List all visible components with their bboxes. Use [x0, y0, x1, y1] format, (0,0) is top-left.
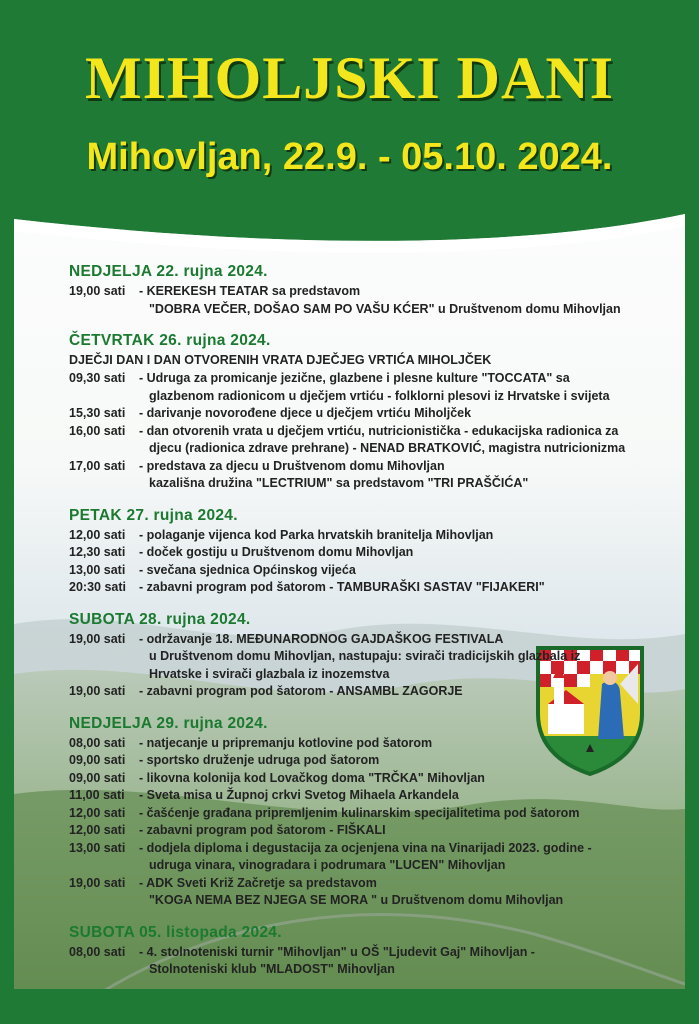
event-line: - sportsko druženje udruga pod šatorom: [139, 753, 380, 767]
event-time: 19,00 sati: [69, 284, 126, 298]
day-section: [69, 715, 649, 910]
event-line: Hrvatske i svirači glazbala iz inozemstva: [149, 666, 390, 681]
program-schedule: [69, 249, 649, 979]
event-description: [139, 805, 649, 823]
event-description: [139, 944, 649, 979]
event-description: [139, 770, 649, 788]
event-time: 09,00 sati: [69, 753, 126, 767]
event-description: [139, 370, 649, 405]
event-time: 08,00 sati: [69, 735, 126, 750]
event-row: [69, 770, 649, 788]
event-description: [139, 458, 649, 493]
event-line: udruga vinara, vinogradara i podrumara "LUCEN" Mihovljan: [149, 858, 506, 872]
event-time: 08,00 sati: [69, 944, 126, 959]
event-description: [139, 840, 649, 875]
event-row: [69, 458, 649, 493]
event-line: - 4. stolnoteniski turnir "Mihovljan" u OŠ "Ljudevit Gaj" Mihovljan -: [139, 944, 535, 959]
event-description: [139, 631, 649, 684]
poster-subtitle: Mihovljan, 22.9. - 05.10. 2024.: [86, 136, 613, 178]
event-line: djecu (radionica zdrave prehrane) - NENAD BRATKOVIĆ, magistra nutricionizma: [149, 441, 626, 455]
event-row: [69, 544, 649, 562]
day-heading: ČETVRTAK 26. rujna 2024.: [69, 332, 271, 349]
event-description: [139, 283, 649, 318]
event-description: [139, 683, 649, 701]
poster-header: [14, 14, 685, 249]
event-time: 12,00 sati: [69, 527, 126, 542]
event-description: [139, 822, 649, 840]
event-row: [69, 944, 649, 979]
event-row: [69, 562, 649, 580]
event-time: 09,00 sati: [69, 770, 126, 785]
event-line: - zabavni program pod šatorom - TAMBURAŠKI SASTAV "FIJAKERI": [139, 580, 545, 594]
day-note: DJEČJI DAN I DAN OTVORENIH VRATA DJEČJEG VRTIĆA MIHOLJČEK: [69, 353, 492, 367]
event-line: - KEREKESH TEATAR sa predstavom: [139, 284, 361, 298]
event-time: 13,00 sati: [69, 562, 126, 577]
event-line: - čašćenje građana pripremljenim kulinarskim specijalitetima pod šatorom: [139, 805, 580, 820]
event-row: [69, 735, 649, 753]
event-row: [69, 787, 649, 805]
event-description: [139, 875, 649, 910]
day-section: [69, 263, 649, 318]
day-heading: SUBOTA 05. listopada 2024.: [69, 923, 282, 941]
event-line: - održavanje 18. MEĐUNARODNOG GAJDAŠKOG FESTIVALA: [139, 631, 504, 646]
event-line: - likovna kolonija kod Lovačkog doma "TRČKA" Mihovljan: [139, 770, 485, 785]
event-line: - predstava za djecu u Društvenom domu Mihovljan: [139, 458, 445, 473]
event-time: 09,30 sati: [69, 371, 126, 385]
event-time: 17,00 sati: [69, 458, 126, 473]
day-section: [69, 332, 649, 493]
event-line: - zabavni program pod šatorom - FIŠKALI: [139, 823, 386, 837]
event-line: - doček gostiju u Društvenom domu Mihovljan: [139, 545, 414, 559]
event-line: - ADK Sveti Križ Začretje sa predstavom: [139, 875, 377, 890]
event-line: - Sveta misa u Župnoj crkvi Svetog Mihaela Arkandela: [139, 788, 459, 802]
event-row: [69, 423, 649, 458]
event-line: - svečana sjednica Općinskog vijeća: [139, 562, 356, 577]
event-row: [69, 875, 649, 910]
event-time: 15,30 sati: [69, 406, 126, 420]
event-line: u Društvenom domu Mihovljan, nastupaju: svirači tradicijskih glazbala iz: [149, 649, 581, 663]
event-description: [139, 544, 649, 562]
event-time: 11,00 sati: [69, 788, 125, 802]
event-row: [69, 840, 649, 875]
day-section: [69, 611, 649, 701]
event-time: 12,30 sati: [69, 545, 126, 559]
poster-frame: [14, 14, 685, 1010]
event-time: 13,00 sati: [69, 840, 126, 855]
event-line: - polaganje vijenca kod Parka hrvatskih branitelja Mihovljan: [139, 527, 494, 542]
event-description: [139, 423, 649, 458]
day-heading: SUBOTA 28. rujna 2024.: [69, 610, 251, 628]
day-section: [69, 924, 649, 979]
event-time: 20:30 sati: [69, 580, 126, 594]
event-line: - darivanje novorođene djece u dječjem vrtiću Miholjček: [139, 406, 472, 420]
event-description: [139, 562, 649, 580]
event-time: 19,00 sati: [69, 684, 126, 698]
event-line: "DOBRA VEČER, DOŠAO SAM PO VAŠU KĆER" u Društvenom domu Mihovljan: [149, 301, 621, 316]
event-row: [69, 822, 649, 840]
event-time: 16,00 sati: [69, 423, 126, 438]
event-description: [139, 579, 649, 597]
event-line: - dodjela diploma i degustacija za ocjenjena vina na Vinarijadi 2023. godine -: [139, 840, 592, 855]
event-time: 19,00 sati: [69, 875, 126, 890]
event-description: [139, 735, 649, 753]
event-time: 19,00 sati: [69, 631, 126, 646]
event-row: [69, 405, 649, 423]
event-description: [139, 405, 649, 423]
poster-title: MIHOLJSKI DANI: [84, 45, 615, 111]
event-description: [139, 787, 649, 805]
event-time: 12,00 sati: [69, 805, 126, 820]
event-row: [69, 370, 649, 405]
event-description: [139, 527, 649, 545]
day-section: [69, 507, 649, 597]
event-row: [69, 752, 649, 770]
event-row: [69, 683, 649, 701]
event-description: [139, 752, 649, 770]
event-row: [69, 579, 649, 597]
event-line: - zabavni program pod šatorom - ANSAMBL ZAGORJE: [139, 684, 463, 698]
event-row: [69, 805, 649, 823]
event-line: Stolnoteniski klub "MLADOST" Mihovljan: [149, 962, 395, 976]
event-line: "KOGA NEMA BEZ NJEGA SE MORA " u Društvenom domu Mihovljan: [149, 893, 564, 907]
event-row: [69, 631, 649, 684]
day-heading: NEDJELJA 22. rujna 2024.: [69, 263, 268, 280]
event-line: - natjecanje u pripremanju kotlovine pod šatorom: [139, 735, 433, 750]
event-line: kazališna družina "LECTRIUM" sa predstavom "TRI PRAŠČIĆA": [149, 476, 529, 490]
event-line: glazbenom radionicom u dječjem vrtiću - folklorni plesovi iz Hrvatske i svijeta: [149, 388, 610, 403]
day-heading: PETAK 27. rujna 2024.: [69, 506, 238, 524]
event-time: 12,00 sati: [69, 823, 126, 837]
event-line: - dan otvorenih vrata u dječjem vrtiću, nutricionistička - edukacijska radionica za: [139, 423, 619, 438]
event-row: [69, 527, 649, 545]
event-row: [69, 283, 649, 318]
day-heading: NEDJELJA 29. rujna 2024.: [69, 714, 268, 732]
event-line: - Udruga za promicanje jezične, glazbene i plesne kulture "TOCCATA" sa: [139, 371, 570, 385]
